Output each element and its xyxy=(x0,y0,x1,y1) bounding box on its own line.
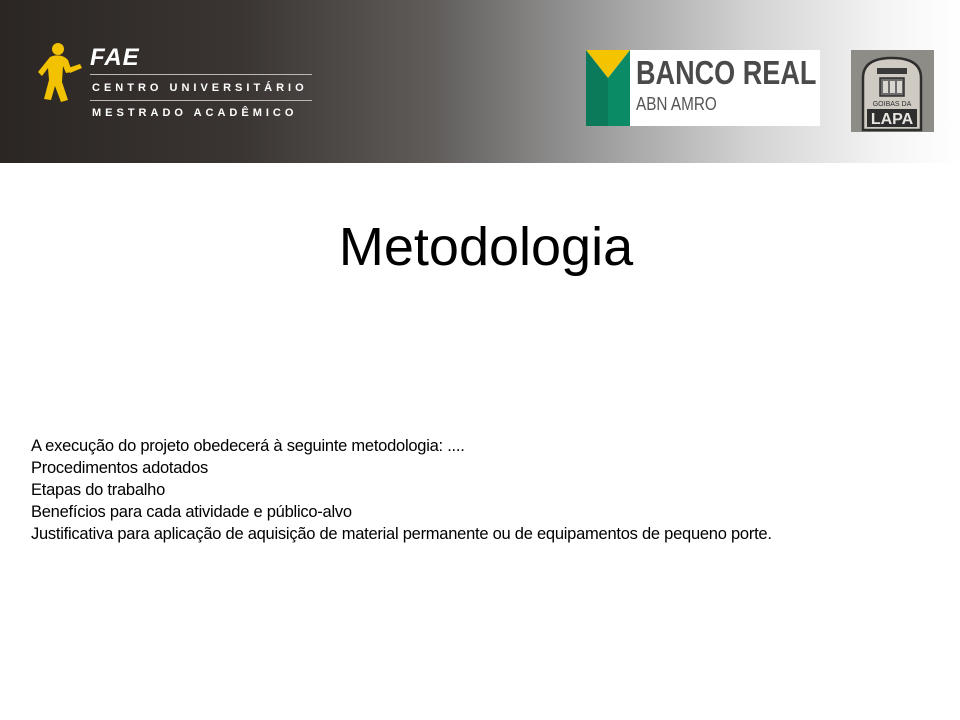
body-line-intro: A execução do projeto obedecerá à seguinte metodologia: .... xyxy=(31,437,465,455)
header-banner xyxy=(0,0,960,163)
fae-title: FAE xyxy=(90,44,140,71)
body-line-beneficios: Benefícios para cada atividade e público-alvo xyxy=(31,503,352,521)
banco-real-sub: ABN AMRO xyxy=(636,94,717,114)
fae-subtitle-centro: CENTRO UNIVERSITÁRIO xyxy=(92,82,308,94)
banco-real-mark-icon xyxy=(586,50,630,126)
body-line-procedimentos: Procedimentos adotados xyxy=(31,459,209,477)
banco-real-name: BANCO REAL xyxy=(636,54,817,91)
body-line-justificativa: Justificativa para aplicação de aquisição de material permanente ou de equipamentos de pequeno porte. xyxy=(31,525,772,543)
lapa-top-text: GOIBAS DA xyxy=(872,101,912,108)
slide-title: Metodologia xyxy=(338,217,634,277)
body-line-etapas: Etapas do trabalho xyxy=(31,481,166,499)
fae-logo xyxy=(36,40,326,130)
body-text xyxy=(31,435,931,545)
fae-divider-bottom xyxy=(90,100,312,101)
lapa-logo xyxy=(851,50,934,132)
lapa-name: LAPA xyxy=(870,111,914,128)
banco-real-logo xyxy=(586,50,820,126)
fae-subtitle-mestrado: MESTRADO ACADÊMICO xyxy=(92,107,298,119)
fae-figure-icon xyxy=(36,42,84,104)
fae-divider-top xyxy=(90,74,312,75)
